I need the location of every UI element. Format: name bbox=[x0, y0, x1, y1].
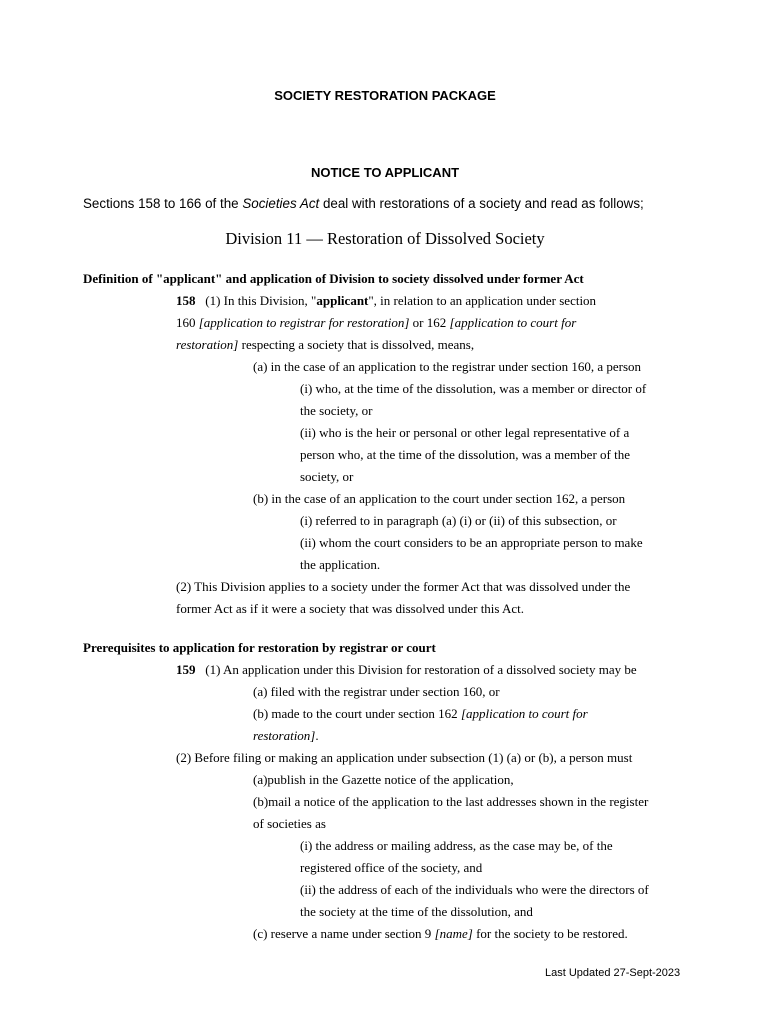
paragraph-a: (a) filed with the registrar under section 160, or bbox=[253, 684, 500, 699]
intro-text-end: deal with restorations of a society and read as follows; bbox=[319, 196, 644, 211]
paragraph-a: (a) in the case of an application to the registrar under section 160, a person bbox=[253, 359, 642, 374]
last-updated-footer: Last Updated 27-Sept-2023 bbox=[545, 967, 681, 979]
notice-heading: NOTICE TO APPLICANT bbox=[310, 165, 460, 180]
section-reference: [application to registrar for restoration] bbox=[198, 315, 410, 330]
section-158-line bbox=[176, 293, 596, 309]
subparagraph-a-ii: person who, at the time of the dissolution, was a member of the bbox=[300, 447, 630, 462]
section-reference: restoration] bbox=[253, 728, 316, 743]
subparagraph-a-i: the society, or bbox=[300, 403, 373, 418]
intro-paragraph bbox=[83, 196, 644, 211]
section-158-line bbox=[176, 337, 474, 353]
section-text: (1) An application under this Division for restoration of a dissolved society may be bbox=[195, 662, 637, 677]
section-text: . bbox=[315, 728, 319, 743]
subsection-2: (2) Before filing or making an application under subsection (1) (a) or (b), a person must bbox=[176, 750, 633, 765]
section-number: 159 bbox=[176, 662, 196, 677]
subparagraph-b-i: registered office of the society, and bbox=[300, 860, 483, 875]
paragraph-b: (b) in the case of an application to the court under section 162, a person bbox=[253, 491, 626, 506]
section-text: 160 bbox=[176, 315, 199, 330]
subparagraph-b-i: (i) the address or mailing address, as the case may be, of the bbox=[300, 838, 613, 853]
subparagraph-a-ii: (ii) who is the heir or personal or other legal representative of a bbox=[300, 425, 630, 440]
act-name: Societies Act bbox=[242, 196, 320, 211]
section-text: (1) In this Division, " bbox=[195, 293, 317, 308]
subparagraph-a-i: (i) who, at the time of the dissolution, was a member or director of bbox=[300, 381, 647, 396]
subparagraph-b-ii: (ii) whom the court considers to be an appropriate person to make bbox=[300, 535, 643, 550]
section-159-heading: Prerequisites to application for restoration by registrar or court bbox=[83, 640, 436, 655]
section-reference: [application to court for bbox=[460, 706, 588, 721]
division-heading: Division 11 — Restoration of Dissolved Society bbox=[225, 229, 545, 248]
subparagraph-b-ii: the application. bbox=[300, 557, 381, 572]
section-text: respecting a society that is dissolved, means, bbox=[238, 337, 475, 352]
section-reference: restoration] bbox=[176, 337, 239, 352]
paragraph-b: of societies as bbox=[253, 816, 326, 831]
section-158-heading: Definition of "applicant" and application of Division to society dissolved under former Act bbox=[83, 271, 584, 286]
section-text: (b) made to the court under section 162 bbox=[253, 706, 461, 721]
section-reference: [application to court for bbox=[449, 315, 577, 330]
section-158-line bbox=[176, 315, 576, 331]
subparagraph-b-ii: the society at the time of the dissolution, and bbox=[300, 904, 533, 919]
section-number: 158 bbox=[176, 293, 196, 308]
section-text: ", in relation to an application under section bbox=[368, 293, 597, 308]
subsection-2: (2) This Division applies to a society under the former Act that was dissolved under the bbox=[176, 579, 631, 594]
section-reference: [name] bbox=[434, 926, 473, 941]
defined-term: applicant bbox=[316, 293, 369, 308]
subparagraph-a-ii: society, or bbox=[300, 469, 354, 484]
paragraph-b bbox=[253, 706, 588, 722]
paragraph-b: (b)mail a notice of the application to the last addresses shown in the register bbox=[253, 794, 649, 809]
document-title: SOCIETY RESTORATION PACKAGE bbox=[274, 88, 496, 103]
subsection-2: former Act as if it were a society that was dissolved under this Act. bbox=[176, 601, 525, 616]
section-text: (c) reserve a name under section 9 bbox=[253, 926, 435, 941]
subparagraph-b-i: (i) referred to in paragraph (a) (i) or (ii) of this subsection, or bbox=[300, 513, 617, 528]
section-text: or 162 bbox=[409, 315, 450, 330]
section-text: for the society to be restored. bbox=[472, 926, 628, 941]
paragraph-b bbox=[253, 728, 319, 744]
paragraph-c bbox=[253, 926, 628, 942]
section-159-line bbox=[176, 662, 637, 678]
subparagraph-b-ii: (ii) the address of each of the individuals who were the directors of bbox=[300, 882, 649, 897]
intro-text: Sections 158 to 166 of the bbox=[83, 196, 243, 211]
paragraph-a: (a)publish in the Gazette notice of the application, bbox=[253, 772, 514, 787]
